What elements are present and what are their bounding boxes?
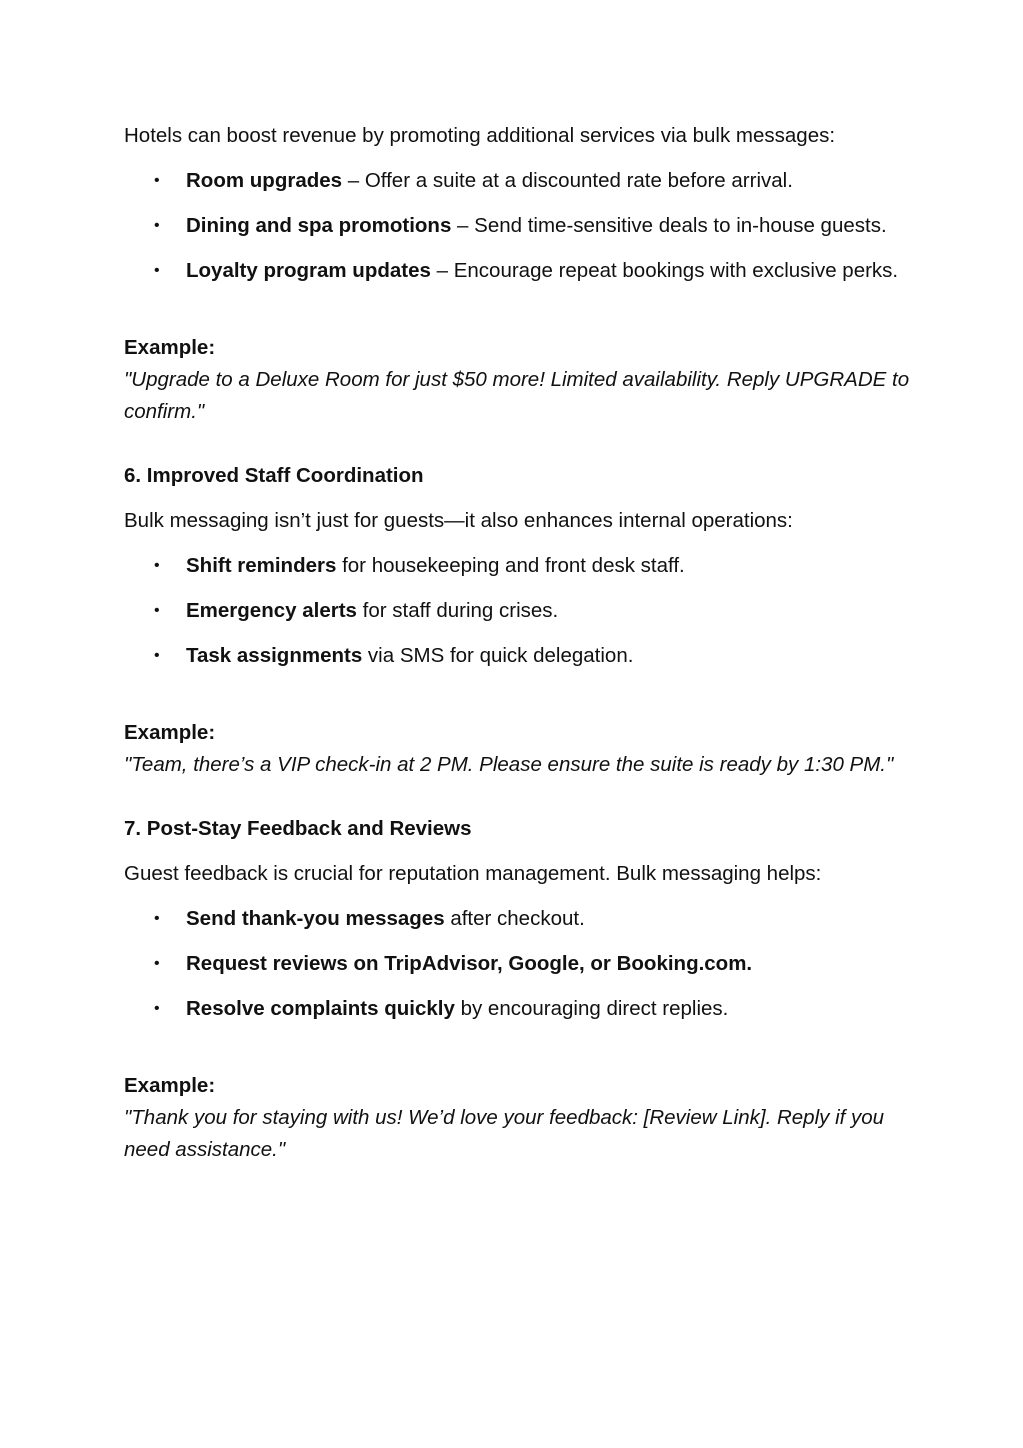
bullet-icon: • — [154, 557, 160, 574]
list-item-text: – Send time-sensitive deals to in-house guests. — [451, 214, 887, 237]
bullet-icon: • — [154, 172, 160, 189]
list-item-title: Resolve complaints quickly — [186, 997, 455, 1020]
bullet-icon: • — [154, 647, 160, 664]
list-item-title: Request reviews on TripAdvisor, Google, or Booking.com. — [186, 952, 753, 975]
example-label: Example: — [124, 1074, 216, 1097]
bullet-icon: • — [154, 602, 160, 619]
list-item-title: Loyalty program updates — [186, 259, 431, 282]
list-item-title: Shift reminders — [186, 554, 337, 577]
bullet-icon: • — [154, 1000, 160, 1017]
list-item — [124, 165, 914, 197]
list-item-title: Send thank-you messages — [186, 907, 445, 930]
example-quote: "Team, there’s a VIP check-in at 2 PM. Please ensure the suite is ready by 1:30 PM." — [124, 753, 894, 776]
bullet-icon: • — [154, 910, 160, 927]
list-item-text: for staff during crises. — [356, 599, 559, 622]
list-item-title: Dining and spa promotions — [186, 214, 452, 237]
example-quote: "Thank you for staying with us! We’d love your feedback: [Review Link]. Reply if you need assistance." — [124, 1106, 885, 1161]
list-item-text: via SMS for quick delegation. — [362, 644, 634, 667]
list-item-title: Task assignments — [186, 644, 363, 667]
section-intro: Bulk messaging isn’t just for guests—it also enhances internal operations: — [124, 509, 793, 532]
list-item — [124, 948, 914, 980]
bullet-icon: • — [154, 955, 160, 972]
upsell-list — [124, 165, 914, 287]
list-item-title: Room upgrades — [186, 169, 343, 192]
list-item-text: for housekeeping and front desk staff. — [336, 554, 685, 577]
bullet-icon: • — [154, 217, 160, 234]
list-item — [124, 595, 914, 627]
list-item-text: by encouraging direct replies. — [454, 997, 729, 1020]
example-quote: "Upgrade to a Deluxe Room for just $50 more! Limited availability. Reply UPGRADE to confirm." — [124, 368, 910, 423]
spacer — [124, 300, 914, 332]
list-item — [124, 210, 914, 242]
document-page — [124, 120, 914, 1166]
spacer — [124, 1038, 914, 1070]
bullet-icon: • — [154, 262, 160, 279]
list-item — [124, 903, 914, 935]
example-label: Example: — [124, 721, 216, 744]
list-item-text: after checkout. — [444, 907, 585, 930]
list-item-title: Emergency alerts — [186, 599, 357, 622]
spacer — [124, 685, 914, 717]
section-intro: Guest feedback is crucial for reputation management. Bulk messaging helps: — [124, 862, 822, 885]
list-item-text: – Encourage repeat bookings with exclusive perks. — [430, 259, 899, 282]
list-item — [124, 550, 914, 582]
section-heading: 6. Improved Staff Coordination — [124, 464, 424, 487]
list-item — [124, 993, 914, 1025]
example-label: Example: — [124, 336, 216, 359]
upsell-intro: Hotels can boost revenue by promoting additional services via bulk messages: — [124, 124, 836, 147]
feedback-list — [124, 903, 914, 1025]
list-item-text: – Offer a suite at a discounted rate before arrival. — [342, 169, 793, 192]
list-item — [124, 640, 914, 672]
spacer — [124, 781, 914, 813]
list-item — [124, 255, 914, 287]
section-heading: 7. Post-Stay Feedback and Reviews — [124, 817, 472, 840]
staff-list — [124, 550, 914, 672]
spacer — [124, 428, 914, 460]
